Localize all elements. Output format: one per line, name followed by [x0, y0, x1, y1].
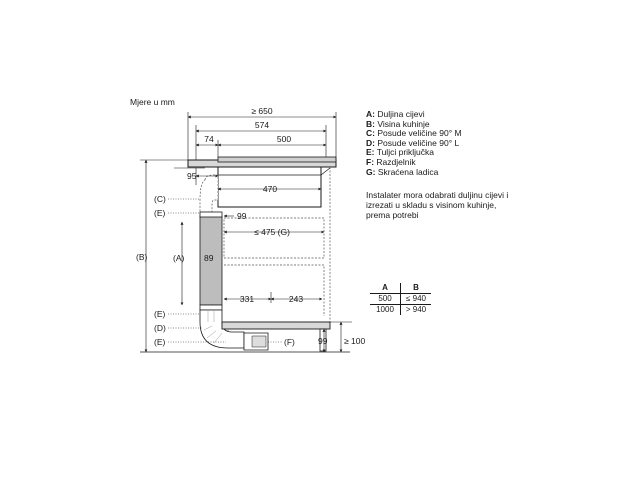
label-b: (B) — [136, 252, 148, 262]
legend — [366, 110, 462, 177]
plinth-board — [222, 322, 330, 329]
dim-95: 95 — [187, 171, 197, 181]
legend-item: E: Tuljci priključka — [366, 147, 435, 158]
installer-note: Instalater mora odabrati duljinu cijevi i izrezati u skladu s visinom kuhinje, prema potrebi — [366, 190, 509, 220]
dim-89: 89 — [204, 253, 214, 263]
table-row — [370, 294, 431, 305]
dim-99-bottom: 99 — [318, 336, 328, 346]
label-f: (F) — [284, 337, 295, 347]
dim-331: 331 — [239, 294, 255, 304]
length-table — [370, 283, 431, 315]
dim-500: 500 — [276, 134, 292, 144]
label-e-upper: (E) — [154, 208, 166, 218]
label-a: (A) — [173, 253, 185, 263]
table-header: A — [370, 283, 401, 294]
dim-243: 243 — [288, 294, 304, 304]
dim-650: ≥ 650 — [251, 106, 273, 116]
legend-item: B: Visina kuhinje — [366, 118, 430, 129]
dim-74: 74 — [204, 134, 214, 144]
duct-connector — [200, 212, 222, 217]
dim-470: 470 — [262, 184, 278, 194]
label-e-bottom: (E) — [154, 337, 166, 347]
dim-574: 574 — [254, 120, 270, 130]
table-cell: 500 — [370, 294, 401, 305]
dim-99-top: 99 — [237, 211, 247, 221]
duct-pipe — [200, 175, 218, 212]
dim-100: ≥ 100 — [344, 336, 366, 346]
duct-connector — [200, 305, 222, 310]
legend-item: C: Posude veličine 90° M — [366, 128, 462, 139]
legend-item: G: Skraćena ladica — [366, 166, 439, 177]
hob-glass — [218, 157, 336, 162]
table-cell: ≤ 940 — [401, 294, 432, 305]
label-e-lower: (E) — [154, 309, 166, 319]
legend-item: D: Posude veličine 90° L — [366, 137, 460, 148]
table-cell: > 940 — [405, 305, 427, 314]
table-row — [370, 305, 431, 316]
legend-item: A: Duljina cijevi — [366, 109, 425, 119]
table-cell: 1000 — [370, 305, 401, 316]
table-header: B — [401, 283, 432, 294]
dim-475: ≤ 475 (G) — [254, 227, 290, 237]
units-label: Mjere u mm — [130, 97, 175, 107]
legend-item: F: Razdjelnik — [366, 156, 416, 167]
label-d: (D) — [154, 323, 166, 333]
label-c: (C) — [154, 194, 166, 204]
